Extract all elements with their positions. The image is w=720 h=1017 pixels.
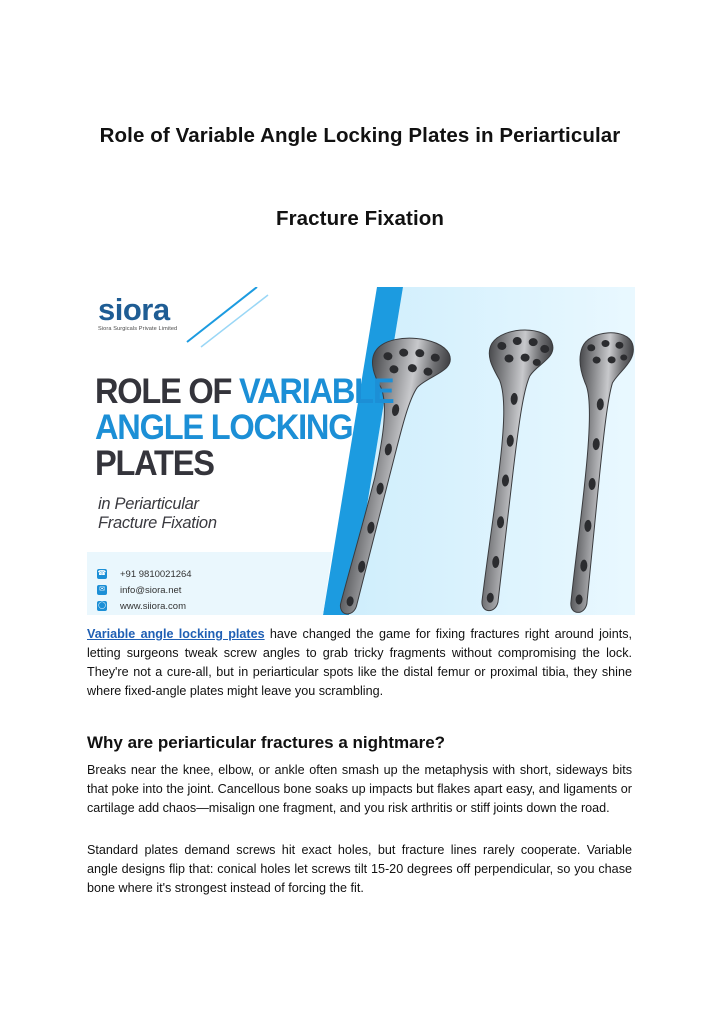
siora-logo	[98, 294, 177, 332]
contact-phone: +91 9810021264	[120, 568, 192, 580]
globe-icon: ◯	[98, 602, 106, 609]
variable-angle-locking-plates-link[interactable]: Variable angle locking plates	[87, 627, 265, 641]
banner-sub-line-1: in Periarticular	[98, 495, 199, 513]
contact-website-row	[97, 598, 192, 614]
intro-paragraph	[87, 625, 632, 701]
headline-row-3: PLATES	[95, 444, 214, 483]
logo-wordmark: siora	[98, 292, 170, 327]
document-title-line-1: Role of Variable Angle Locking Plates in Periarticular	[99, 124, 621, 147]
logo-tagline: Siora Surgicals Private Limited	[98, 326, 178, 332]
phone-icon: ☎	[97, 570, 107, 577]
article-banner-image	[87, 287, 635, 615]
contact-email-row	[97, 582, 192, 598]
section-paragraph-1: Breaks near the knee, elbow, or ankle often smash up the metaphysis with short, sideways bits that poke into the joint. Cancellous bone soaks up impacts but flakes apart easy, and ligaments or cartilage add chaos—misalign one fragment, and you risk arthritis or stiff joints down the road.	[87, 763, 632, 815]
headline-row-1-blue: VARIABLE	[239, 372, 394, 411]
banner-headline	[95, 374, 393, 482]
headline-row-1-dark: ROLE OF	[95, 372, 240, 411]
email-icon: ✉	[97, 585, 107, 595]
section-paragraph-2: Standard plates demand screws hit exact holes, but fracture lines rarely cooperate. Variable angle designs flip that: conical holes let screws tilt 15-20 degrees off perpendicular, so you chase bone where it's strongest instead of forcing the fit.	[87, 843, 632, 895]
headline-row-2: ANGLE LOCKING	[95, 408, 353, 447]
contact-website: www.siiora.com	[120, 600, 186, 612]
intro-text: have changed the game for fixing fractures right around joints, letting surgeons tweak screw angles to grab tricky fragments without compromising the lock. They're not a cure-all, but in periarticular spots like the distal femur or proximal tibia, they shine where fixed-angle plates might leave you scrambling.	[87, 627, 632, 698]
document-title-line-2: Fracture Fixation	[275, 207, 444, 230]
section-heading: Why are periarticular fractures a nightmare?	[87, 733, 446, 752]
banner-contact-list	[97, 566, 192, 614]
banner-sub-line-2: Fracture Fixation	[98, 514, 217, 532]
contact-phone-row	[97, 566, 192, 582]
banner-subheadline	[98, 495, 217, 533]
contact-email: info@siora.net	[120, 584, 182, 596]
